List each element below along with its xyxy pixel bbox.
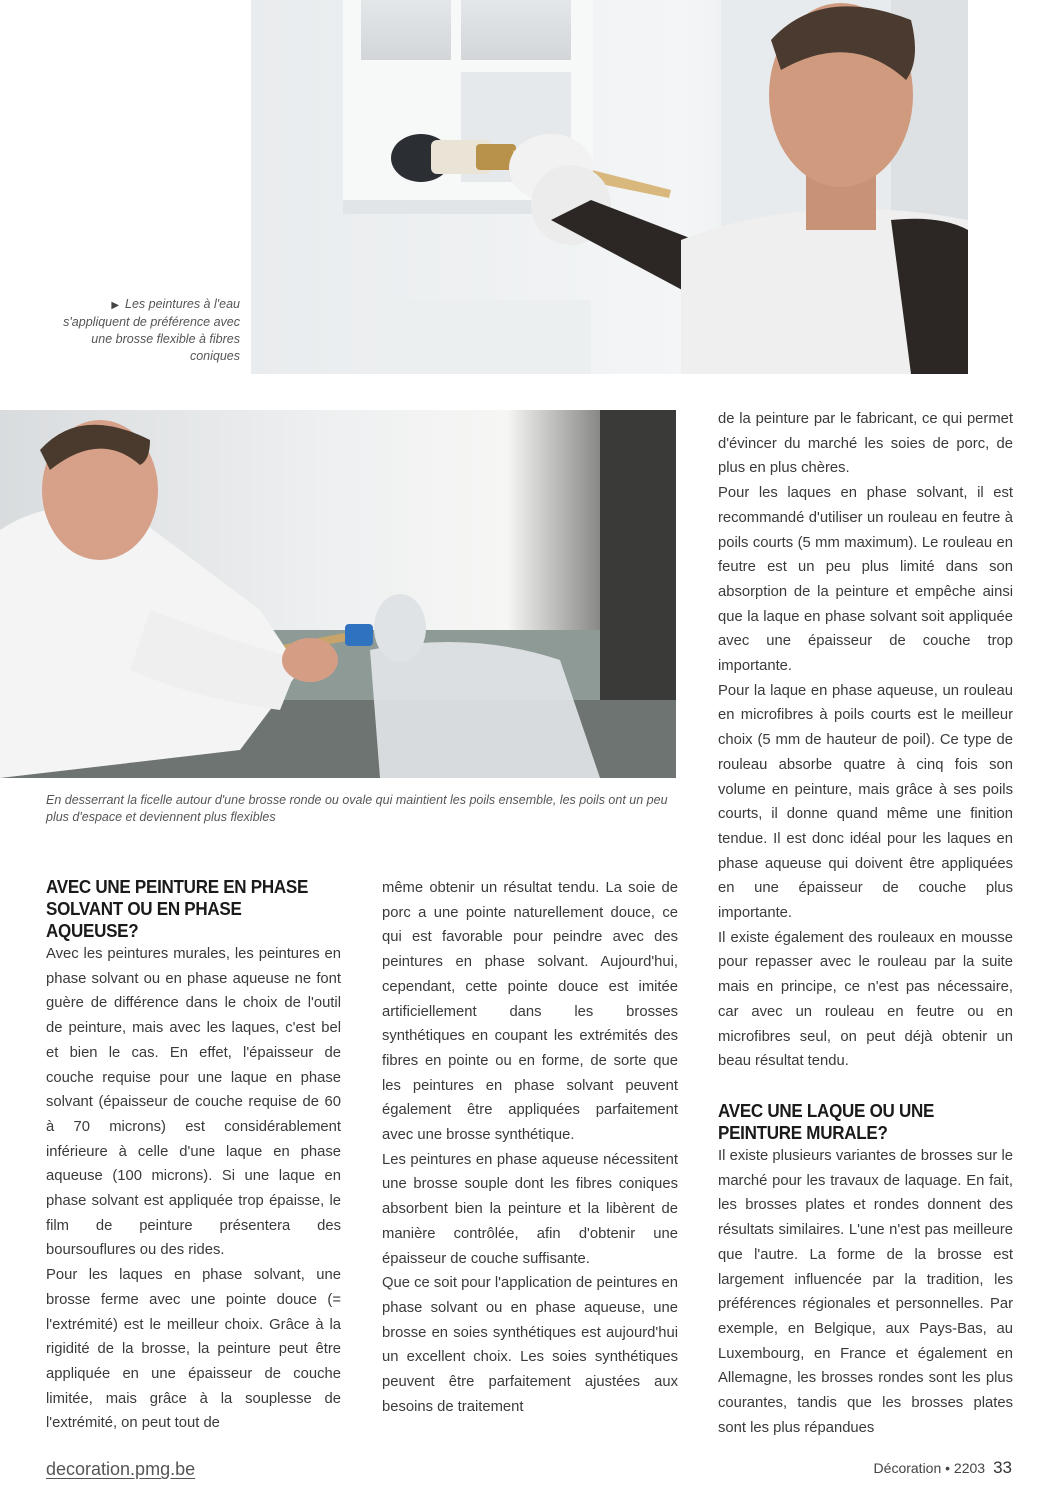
page-footer-info — [874, 1458, 1012, 1478]
caption-top-photo: ▶ Les peintures à l'eau s'appliquent de préférence avec une brosse flexible à fibres coniques — [63, 297, 240, 363]
photo-man-round-brush — [0, 410, 676, 778]
photo-man-painting-window — [251, 0, 968, 374]
caption-middle-photo: En desserrant la ficelle autour d'une brosse ronde ou ovale qui maintient les poils ensemble, les poils ont un peu plus d'espace et deviennent plus flexibles — [46, 793, 668, 824]
paragraph: Il existe également des rouleaux en mousse pour repasser avec le rouleau par la suite mais en principe, ce n'est pas nécessaire, car avec un rouleau en feutre ou en microfibres seul, on peut déjà obtenir un beau résultat tendu. — [718, 929, 1013, 1070]
page-number: 33 — [993, 1458, 1012, 1477]
section-heading-solvent-aqueous: AVEC UNE PEINTURE EN PHASE SOLVANT OU EN PHASE AQUEUSE? — [46, 876, 309, 941]
paragraph: Que ce soit pour l'application de peintures en phase solvant ou en phase aqueuse, une brosse en soies synthétiques est aujourd'hui un excellent choix. Les soies synthétiques peuvent être parfaitement ajustées aux besoins de traitement — [382, 1275, 678, 1415]
paragraph: même obtenir un résultat tendu. La soie de porc a une pointe naturellement douce, ce qui est favorable pour peindre avec des peintures en phase solvant. Aujourd'hui, cependant, cette pointe douce est imitée artificiellement dans les brosses synthétiques en coupant les extrémités des fibres en pointe ou en forme, de sorte que les peintures en phase solvant peuvent également être appliquées parfaitement avec une brosse synthétique. — [382, 880, 678, 1144]
paragraph: Il existe plusieurs variantes de brosses sur le marché pour les travaux de laquage. En fait, les brosses plates et rondes donnent des résultats similaires. L'une n'est pas meilleure que l'autre. La forme de la brosse est largement influencée par la tradition, les préférences régionales et personnelles. Par exemple, en Belgique, aux Pays-Bas, au Luxembourg, en France et également en Allemagne, les brosses rondes sont les plus courantes, tandis que les brosses plates sont les plus répandues — [718, 1147, 1013, 1436]
text-column-3 — [718, 407, 1013, 1440]
paragraph: Les peintures en phase aqueuse nécessitent une brosse souple dont les fibres coniques absorbent bien la peinture et la libèrent de manière contrôlée, afin d'obtenir une épaisseur de couche suffisante. — [382, 1151, 678, 1267]
paragraph: Avec les peintures murales, les peintures en phase solvant ou en phase aqueuse ne font guère de différence dans le choix de l'outil de peinture, mais avec les laques, c'est bel et bien le cas. En effet, l'épaisseur de couche requise pour une laque en phase solvant (épaisseur de couche requise de 60 à 70 microns) est considérablement inférieure à celle d'une laque en phase aqueuse (100 microns). Si une laque en phase solvant est appliquée trop épaisse, le film de peinture présentera des boursouflures ou des rides. — [46, 946, 341, 1259]
website-link[interactable]: decoration.pmg.be — [46, 1459, 196, 1479]
text-column-1 — [46, 876, 341, 1436]
paragraph: de la peinture par le fabricant, ce qui permet d'évincer du marché les soies de porc, de plus en plus chères. — [718, 411, 1013, 477]
magazine-issue: Décoration • 2203 — [873, 1460, 986, 1476]
paragraph: Pour la laque en phase aqueuse, un rouleau en microfibres à poils courts est le meilleur choix (5 mm de hauteur de poil). Ce type de rouleau absorbe quatre à cinq fois son volume en peinture, mais grâce à ses poils courts, il donne quand même une finition tendue. Il est donc idéal pour les laques en phase aqueuse qui doivent être appliquées en une épaisseur de couche plus importante. — [718, 682, 1013, 922]
section-heading-lacquer-wall-paint: AVEC UNE LAQUE OU UNE PEINTURE MURALE? — [718, 1099, 935, 1143]
text-column-2 — [382, 876, 678, 1419]
paragraph: Pour les laques en phase solvant, il est recommandé d'utiliser un rouleau en feutre à poils courts (5 mm maximum). Le rouleau en feutre est un peu plus limité dans son absorption de la peinture et empêche ainsi que la laque en phase solvant soit appliquée avec une épaisseur de couche trop importante. — [718, 485, 1013, 675]
paragraph: Pour les laques en phase solvant, une brosse ferme avec une pointe douce (= l'extrémité) est le meilleur choix. Grâce à la rigidité de la brosse, la peinture peut être appliquée en une épaisseur de couche limitée, mais grâce à la souplesse de l'extrémité, on peut tout de — [46, 1267, 341, 1432]
play-triangle-icon: ▶ — [111, 300, 120, 311]
